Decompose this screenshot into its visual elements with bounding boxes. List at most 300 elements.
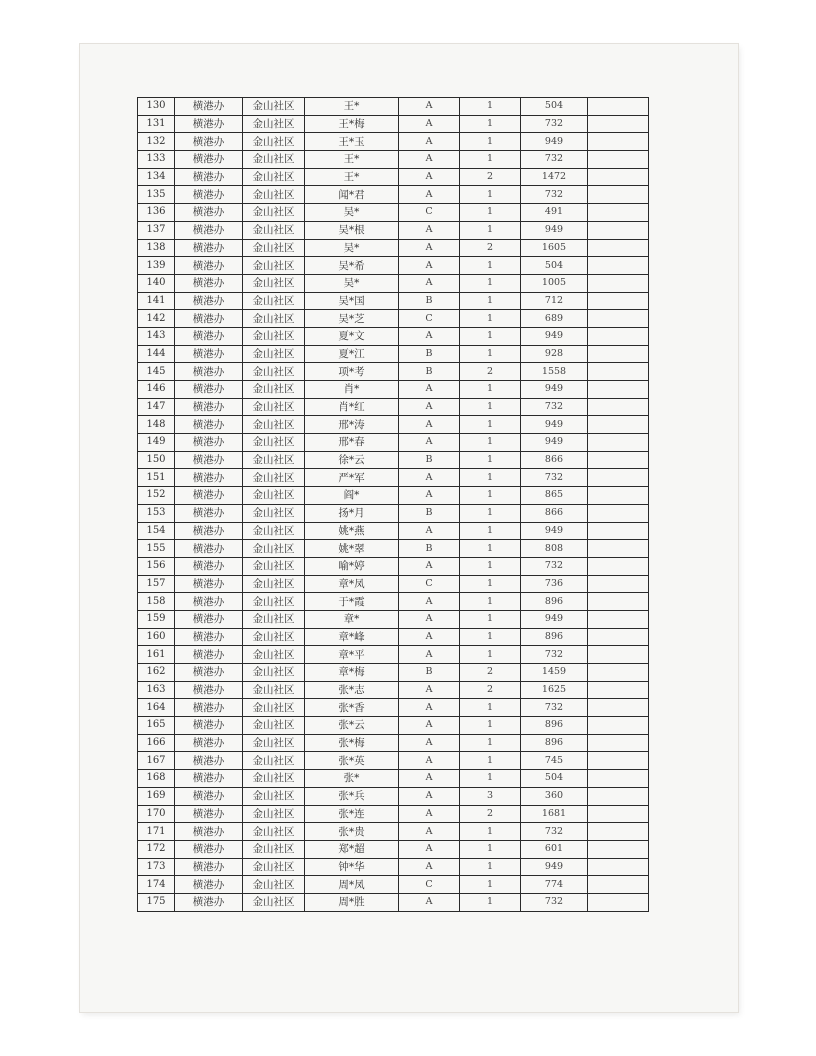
office-cell: 横港办 [175,646,243,664]
count-cell: 1 [460,628,521,646]
row-number-cell: 165 [138,717,175,735]
note-cell [588,292,649,310]
note-cell [588,221,649,239]
row-number-cell: 147 [138,398,175,416]
row-number-cell: 146 [138,381,175,399]
count-cell: 1 [460,593,521,611]
row-number-cell: 174 [138,876,175,894]
note-cell [588,504,649,522]
name-cell: 张* [305,770,399,788]
row-number-cell: 164 [138,699,175,717]
community-cell: 金山社区 [243,770,305,788]
office-cell: 横港办 [175,893,243,911]
note-cell [588,434,649,452]
count-cell: 2 [460,664,521,682]
table-row [138,893,649,911]
count-cell: 1 [460,274,521,292]
office-cell: 横港办 [175,292,243,310]
table-row [138,274,649,292]
row-number-cell: 171 [138,823,175,841]
table-row [138,186,649,204]
row-number-cell: 159 [138,610,175,628]
row-number-cell: 153 [138,504,175,522]
note-cell [588,699,649,717]
note-cell [588,168,649,186]
amount-cell: 949 [521,434,588,452]
note-cell [588,239,649,257]
table-row [138,434,649,452]
grade-cell: B [399,345,460,363]
grade-cell: A [399,787,460,805]
amount-cell: 949 [521,381,588,399]
name-cell: 徐*云 [305,451,399,469]
grade-cell: A [399,416,460,434]
row-number-cell: 170 [138,805,175,823]
row-number-cell: 158 [138,593,175,611]
row-number-cell: 137 [138,221,175,239]
table-row [138,310,649,328]
table-row [138,840,649,858]
office-cell: 横港办 [175,451,243,469]
community-cell: 金山社区 [243,734,305,752]
office-cell: 横港办 [175,540,243,558]
office-cell: 横港办 [175,469,243,487]
office-cell: 横港办 [175,823,243,841]
office-cell: 横港办 [175,858,243,876]
row-number-cell: 161 [138,646,175,664]
amount-cell: 601 [521,840,588,858]
count-cell: 2 [460,239,521,257]
count-cell: 1 [460,257,521,275]
table-row [138,133,649,151]
count-cell: 2 [460,168,521,186]
row-number-cell: 151 [138,469,175,487]
name-cell: 项*考 [305,363,399,381]
grade-cell: A [399,717,460,735]
grade-cell: A [399,593,460,611]
office-cell: 横港办 [175,699,243,717]
grade-cell: A [399,274,460,292]
row-number-cell: 155 [138,540,175,558]
amount-cell: 732 [521,823,588,841]
amount-cell: 808 [521,540,588,558]
amount-cell: 896 [521,717,588,735]
community-cell: 金山社区 [243,593,305,611]
row-number-cell: 160 [138,628,175,646]
office-cell: 横港办 [175,115,243,133]
community-cell: 金山社区 [243,893,305,911]
name-cell: 张*兵 [305,787,399,805]
count-cell: 1 [460,98,521,116]
grade-cell: A [399,699,460,717]
office-cell: 横港办 [175,770,243,788]
community-cell: 金山社区 [243,522,305,540]
count-cell: 1 [460,717,521,735]
count-cell: 1 [460,734,521,752]
table-row [138,734,649,752]
community-cell: 金山社区 [243,504,305,522]
amount-cell: 732 [521,469,588,487]
count-cell: 1 [460,575,521,593]
grade-cell: A [399,681,460,699]
row-number-cell: 162 [138,664,175,682]
table-row [138,557,649,575]
grade-cell: B [399,504,460,522]
name-cell: 王* [305,98,399,116]
amount-cell: 732 [521,115,588,133]
note-cell [588,133,649,151]
office-cell: 横港办 [175,221,243,239]
row-number-cell: 168 [138,770,175,788]
count-cell: 1 [460,451,521,469]
count-cell: 1 [460,221,521,239]
count-cell: 1 [460,434,521,452]
grade-cell: B [399,451,460,469]
row-number-cell: 134 [138,168,175,186]
office-cell: 横港办 [175,575,243,593]
amount-cell: 949 [521,327,588,345]
note-cell [588,540,649,558]
note-cell [588,345,649,363]
table-row [138,787,649,805]
grade-cell: A [399,115,460,133]
row-number-cell: 138 [138,239,175,257]
note-cell [588,628,649,646]
community-cell: 金山社区 [243,115,305,133]
grade-cell: A [399,805,460,823]
count-cell: 3 [460,787,521,805]
name-cell: 王* [305,151,399,169]
count-cell: 1 [460,204,521,222]
office-cell: 横港办 [175,239,243,257]
name-cell: 吴* [305,204,399,222]
count-cell: 1 [460,504,521,522]
grade-cell: A [399,168,460,186]
grade-cell: A [399,840,460,858]
community-cell: 金山社区 [243,752,305,770]
grade-cell: A [399,434,460,452]
community-cell: 金山社区 [243,398,305,416]
row-number-cell: 148 [138,416,175,434]
row-number-cell: 169 [138,787,175,805]
amount-cell: 866 [521,451,588,469]
table-row [138,664,649,682]
community-cell: 金山社区 [243,221,305,239]
table-row [138,168,649,186]
name-cell: 王* [305,168,399,186]
amount-cell: 896 [521,593,588,611]
amount-cell: 712 [521,292,588,310]
community-cell: 金山社区 [243,168,305,186]
count-cell: 2 [460,363,521,381]
note-cell [588,734,649,752]
grade-cell: B [399,664,460,682]
roster-table [137,97,649,912]
name-cell: 张*梅 [305,734,399,752]
amount-cell: 949 [521,416,588,434]
name-cell: 喻*婷 [305,557,399,575]
count-cell: 1 [460,151,521,169]
amount-cell: 1472 [521,168,588,186]
name-cell: 于*霞 [305,593,399,611]
row-number-cell: 143 [138,327,175,345]
note-cell [588,257,649,275]
amount-cell: 865 [521,487,588,505]
office-cell: 横港办 [175,504,243,522]
table-row [138,752,649,770]
note-cell [588,893,649,911]
name-cell: 姚*翠 [305,540,399,558]
table-row [138,681,649,699]
note-cell [588,805,649,823]
count-cell: 1 [460,487,521,505]
table-row [138,204,649,222]
row-number-cell: 140 [138,274,175,292]
name-cell: 吴* [305,239,399,257]
community-cell: 金山社区 [243,664,305,682]
amount-cell: 732 [521,398,588,416]
amount-cell: 504 [521,770,588,788]
count-cell: 1 [460,381,521,399]
amount-cell: 736 [521,575,588,593]
community-cell: 金山社区 [243,327,305,345]
community-cell: 金山社区 [243,416,305,434]
table-row [138,770,649,788]
table-row [138,381,649,399]
grade-cell: A [399,469,460,487]
row-number-cell: 173 [138,858,175,876]
name-cell: 张*英 [305,752,399,770]
community-cell: 金山社区 [243,257,305,275]
community-cell: 金山社区 [243,787,305,805]
grade-cell: A [399,610,460,628]
count-cell: 1 [460,840,521,858]
note-cell [588,664,649,682]
amount-cell: 1005 [521,274,588,292]
grade-cell: A [399,186,460,204]
row-number-cell: 167 [138,752,175,770]
office-cell: 横港办 [175,876,243,894]
note-cell [588,451,649,469]
grade-cell: A [399,487,460,505]
grade-cell: A [399,221,460,239]
table-row [138,257,649,275]
table-row [138,115,649,133]
count-cell: 1 [460,186,521,204]
grade-cell: A [399,98,460,116]
office-cell: 横港办 [175,168,243,186]
amount-cell: 745 [521,752,588,770]
count-cell: 1 [460,557,521,575]
count-cell: 1 [460,646,521,664]
community-cell: 金山社区 [243,451,305,469]
roster-table-body [138,98,649,912]
grade-cell: C [399,575,460,593]
count-cell: 1 [460,858,521,876]
community-cell: 金山社区 [243,858,305,876]
office-cell: 横港办 [175,310,243,328]
table-row [138,805,649,823]
amount-cell: 949 [521,858,588,876]
community-cell: 金山社区 [243,363,305,381]
community-cell: 金山社区 [243,805,305,823]
amount-cell: 949 [521,221,588,239]
name-cell: 夏*文 [305,327,399,345]
note-cell [588,186,649,204]
grade-cell: A [399,770,460,788]
name-cell: 张*香 [305,699,399,717]
office-cell: 横港办 [175,681,243,699]
count-cell: 2 [460,805,521,823]
office-cell: 横港办 [175,363,243,381]
note-cell [588,840,649,858]
note-cell [588,752,649,770]
table-row [138,575,649,593]
community-cell: 金山社区 [243,133,305,151]
count-cell: 1 [460,115,521,133]
amount-cell: 1459 [521,664,588,682]
count-cell: 1 [460,752,521,770]
grade-cell: A [399,646,460,664]
name-cell: 周*胜 [305,893,399,911]
row-number-cell: 166 [138,734,175,752]
count-cell: 1 [460,416,521,434]
amount-cell: 732 [521,699,588,717]
table-row [138,416,649,434]
office-cell: 横港办 [175,628,243,646]
count-cell: 1 [460,893,521,911]
row-number-cell: 172 [138,840,175,858]
row-number-cell: 150 [138,451,175,469]
community-cell: 金山社区 [243,699,305,717]
amount-cell: 1625 [521,681,588,699]
grade-cell: B [399,540,460,558]
office-cell: 横港办 [175,752,243,770]
amount-cell: 732 [521,557,588,575]
note-cell [588,681,649,699]
count-cell: 2 [460,681,521,699]
note-cell [588,381,649,399]
table-row [138,646,649,664]
table-row [138,345,649,363]
community-cell: 金山社区 [243,646,305,664]
grade-cell: A [399,752,460,770]
office-cell: 横港办 [175,593,243,611]
amount-cell: 774 [521,876,588,894]
amount-cell: 732 [521,893,588,911]
name-cell: 钟*华 [305,858,399,876]
count-cell: 1 [460,345,521,363]
table-row [138,98,649,116]
grade-cell: C [399,310,460,328]
table-row [138,504,649,522]
table-row [138,858,649,876]
name-cell: 张*志 [305,681,399,699]
name-cell: 张*连 [305,805,399,823]
count-cell: 1 [460,610,521,628]
table-row [138,469,649,487]
office-cell: 横港办 [175,557,243,575]
row-number-cell: 157 [138,575,175,593]
community-cell: 金山社区 [243,345,305,363]
name-cell: 肖*红 [305,398,399,416]
office-cell: 横港办 [175,257,243,275]
name-cell: 章*凤 [305,575,399,593]
office-cell: 横港办 [175,717,243,735]
name-cell: 吴*希 [305,257,399,275]
grade-cell: A [399,398,460,416]
community-cell: 金山社区 [243,204,305,222]
office-cell: 横港办 [175,522,243,540]
grade-cell: A [399,239,460,257]
name-cell: 张*贵 [305,823,399,841]
grade-cell: A [399,734,460,752]
row-number-cell: 131 [138,115,175,133]
roster-table-container [137,97,648,912]
note-cell [588,610,649,628]
table-row [138,398,649,416]
note-cell [588,310,649,328]
community-cell: 金山社区 [243,186,305,204]
grade-cell: C [399,876,460,894]
note-cell [588,858,649,876]
name-cell: 王*玉 [305,133,399,151]
amount-cell: 732 [521,646,588,664]
name-cell: 邢*涛 [305,416,399,434]
row-number-cell: 141 [138,292,175,310]
community-cell: 金山社区 [243,557,305,575]
row-number-cell: 175 [138,893,175,911]
community-cell: 金山社区 [243,575,305,593]
count-cell: 1 [460,770,521,788]
amount-cell: 1558 [521,363,588,381]
name-cell: 闻*君 [305,186,399,204]
office-cell: 横港办 [175,734,243,752]
amount-cell: 1605 [521,239,588,257]
community-cell: 金山社区 [243,381,305,399]
community-cell: 金山社区 [243,310,305,328]
grade-cell: A [399,628,460,646]
name-cell: 吴*根 [305,221,399,239]
row-number-cell: 135 [138,186,175,204]
row-number-cell: 149 [138,434,175,452]
grade-cell: A [399,133,460,151]
table-row [138,327,649,345]
amount-cell: 504 [521,257,588,275]
name-cell: 吴* [305,274,399,292]
office-cell: 横港办 [175,327,243,345]
community-cell: 金山社区 [243,487,305,505]
office-cell: 横港办 [175,204,243,222]
name-cell: 严*军 [305,469,399,487]
office-cell: 横港办 [175,416,243,434]
row-number-cell: 136 [138,204,175,222]
name-cell: 周*凤 [305,876,399,894]
grade-cell: A [399,858,460,876]
note-cell [588,770,649,788]
community-cell: 金山社区 [243,717,305,735]
note-cell [588,398,649,416]
count-cell: 1 [460,699,521,717]
office-cell: 横港办 [175,274,243,292]
community-cell: 金山社区 [243,823,305,841]
amount-cell: 896 [521,628,588,646]
office-cell: 横港办 [175,133,243,151]
row-number-cell: 133 [138,151,175,169]
office-cell: 横港办 [175,487,243,505]
grade-cell: B [399,363,460,381]
row-number-cell: 142 [138,310,175,328]
